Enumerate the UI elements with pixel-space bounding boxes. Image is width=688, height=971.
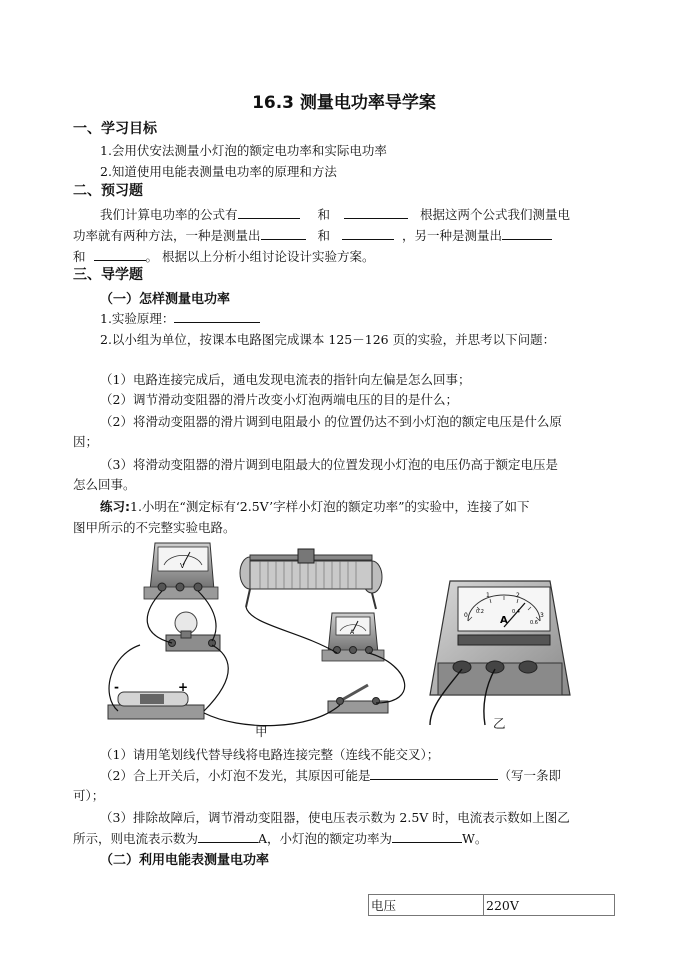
practice-q2-tail: （写一条即 [498, 768, 561, 783]
table-row [369, 895, 615, 916]
question-4-line-2: 怎么回事。 [73, 477, 136, 492]
battery-plus: + [178, 680, 189, 694]
practice-label: 练习: [100, 499, 130, 514]
switch-knife[interactable] [340, 685, 368, 701]
blank-formula-1[interactable] [238, 206, 300, 219]
principle-line [100, 309, 260, 327]
question-3-line-2: 因； [73, 434, 99, 449]
voltmeter-terminal-3[interactable] [194, 583, 202, 591]
practice-q1: （1）请用笔划线代替导线将电路连接完整（连线不能交叉）； [100, 747, 440, 762]
blank-fault-reason[interactable] [370, 767, 498, 780]
preview-line-2-text-c: ，另一种是测量出 [402, 228, 503, 243]
ammeter-large-terminal-3[interactable] [519, 661, 537, 673]
table-cell-value: 220V [484, 895, 615, 916]
voltmeter-label: V [180, 562, 185, 570]
blank-formula-2[interactable] [344, 206, 408, 219]
goal-item-2: 2.知道使用电能表测量电功率的原理和方法 [100, 164, 337, 179]
preview-line-3-text-a: 和 [73, 249, 86, 264]
question-4-line-1: （3）将滑动变阻器的滑片调到电阻最大的位置发现小灯泡的电压仍高于额定电压是 [100, 457, 558, 472]
preview-line-1-text-c: 根据这两个公式我们测量电 [420, 207, 571, 222]
practice-q2-line-2: 可）； [73, 788, 105, 803]
subsection-energy-meter: （二）利用电能表测量电功率 [100, 853, 270, 868]
blank-quantity-2[interactable] [342, 227, 394, 240]
practice-q3-line-2 [73, 829, 487, 847]
ammeter-large-terminal-1[interactable] [453, 661, 471, 673]
task-line: 2.以小组为单位，按课本电路图完成课本 125－126 页的实验，并思考以下问题： [100, 332, 556, 347]
figure-label-yi: 乙 [493, 716, 506, 731]
goal-item-1: 1.会用伏安法测量小灯泡的额定电功率和实际电功率 [100, 143, 387, 158]
tick-0-2: 0.2 [476, 609, 484, 615]
battery-minus: - [114, 680, 119, 694]
tick-0-4: 0.4 [512, 609, 520, 615]
preview-line-2 [73, 226, 552, 244]
blank-current-value[interactable] [198, 830, 258, 843]
ammeter-large [430, 581, 570, 725]
battery [108, 680, 204, 719]
blank-quantity-1[interactable] [261, 227, 306, 240]
voltmeter [144, 543, 218, 599]
ammeter-large-label: A [500, 615, 508, 626]
voltmeter-terminal-2[interactable] [176, 583, 184, 591]
preview-line-3-text-b: 。 根据以上分析小组讨论设计实验方案。 [145, 249, 375, 264]
voltmeter-terminal-1[interactable] [158, 583, 166, 591]
tick-2: 2 [516, 592, 520, 599]
practice-q3-text-1: 所示，则电流表示数为 [73, 831, 199, 846]
blank-principle[interactable] [174, 310, 260, 323]
preview-line-2-text-b: 和 [317, 228, 331, 243]
practice-line-1 [100, 497, 530, 515]
subsection-how-to-measure: （一）怎样测量电功率 [100, 292, 231, 307]
page-title: 16.3 测量电功率导学案 [252, 93, 436, 113]
preview-line-3 [73, 247, 375, 265]
ammeter-small-terminal-2[interactable] [350, 647, 357, 654]
tick-1: 1 [486, 592, 490, 599]
question-3-line-1: （2）将滑动变阻器的滑片调到电阻最小 的位置仍达不到小灯泡的额定电压是什么原 [100, 414, 562, 429]
practice-q3-text-3: W。 [462, 831, 488, 846]
practice-q3-text-2: A，小灯泡的额定功率为 [258, 831, 393, 846]
switch [328, 685, 388, 713]
preview-line-1 [100, 205, 570, 223]
bulb [166, 612, 220, 651]
ammeter-small [322, 613, 384, 661]
figure-label-jia: 甲 [255, 724, 268, 739]
energy-meter-table [368, 894, 615, 916]
blank-quantity-4[interactable] [94, 248, 146, 261]
preview-line-2-text-a: 功率就有两种方法，一种是测量出 [73, 228, 261, 243]
rheostat-slider[interactable] [298, 549, 314, 563]
blank-quantity-3[interactable] [502, 227, 552, 240]
tick-0-6: 0.6 [530, 620, 538, 626]
question-1: （1）电路连接完成后，通电发现电流表的指针向左偏是怎么回事； [100, 372, 471, 387]
ammeter-large-terminal-2[interactable] [486, 661, 504, 673]
tick-0: 0 [464, 612, 468, 619]
table-cell-label: 电压 [369, 895, 484, 916]
practice-q3-line-1: （3）排除故障后，调节滑动变阻器，使电压表示数为 2.5V 时，电流表示数如上图乙 [100, 810, 570, 825]
preview-line-1-text-a: 我们计算电功率的公式有 [100, 207, 238, 222]
rheostat [240, 549, 382, 609]
section-heading-guided: 三、导学题 [73, 267, 143, 283]
preview-line-1-text-b: 和 [317, 207, 331, 222]
ammeter-small-terminal-3[interactable] [366, 647, 373, 654]
practice-q2-text: （2）合上开关后，小灯泡不发光，其原因可能是 [100, 768, 371, 783]
tick-3: 3 [540, 612, 544, 619]
practice-q2-line-1 [100, 766, 561, 784]
question-2: （2）调节滑动变阻器的滑片改变小灯泡两端电压的目的是什么； [100, 392, 458, 407]
principle-label: 1.实验原理： [100, 311, 175, 326]
section-heading-goals: 一、学习目标 [73, 121, 157, 137]
blank-rated-power[interactable] [392, 830, 462, 843]
ammeter-small-label: A [350, 629, 355, 636]
section-heading-preview: 二、预习题 [73, 183, 143, 199]
practice-text-1: 1.小明在“测定标有‘2.5V’字样小灯泡的额定功率”的实验中，连接了如下 [130, 499, 530, 514]
practice-line-2: 图甲所示的不完整实验电路。 [73, 520, 236, 535]
circuit-figure [100, 535, 620, 735]
